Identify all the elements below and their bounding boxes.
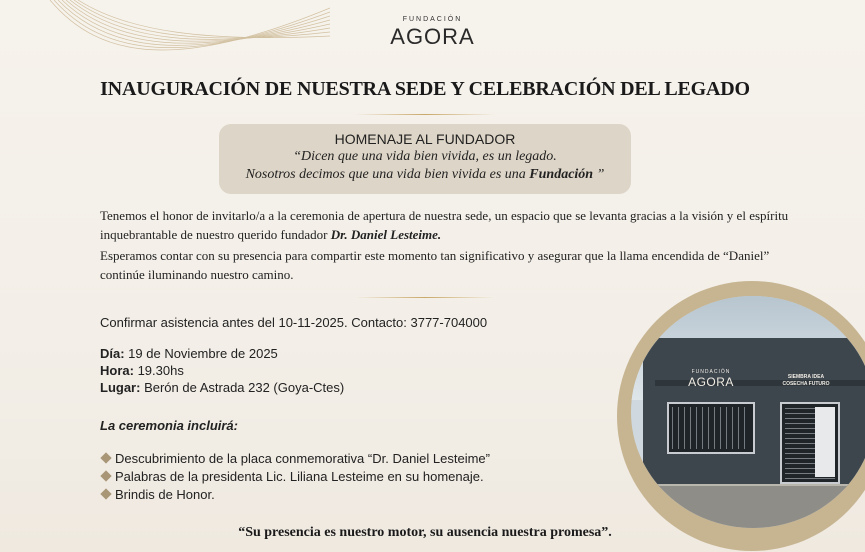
invitation-paragraph: [100, 206, 790, 244]
facade-slogan-line2: COSECHA FUTURO: [782, 381, 830, 387]
logo-small-text: FUNDACIÓN: [402, 16, 463, 23]
homage-quote-bold: Fundación: [529, 167, 594, 182]
time-value: 19.30hs: [133, 363, 184, 378]
hope-paragraph: Esperamos contar con su presencia para compartir este momento tan significativo y asegurar que la llama encendida de “Daniel” continúe iluminando nuestro camino.: [100, 248, 770, 282]
place-value: Berón de Astrada 232 (Goya-Ctes): [140, 380, 345, 395]
footer-quote: “Su presencia es nuestro motor, su ausencia nuestra promesa”.: [238, 525, 612, 540]
facade-door: [780, 402, 840, 484]
detail-place: [100, 380, 344, 395]
logo-big-text: AGORA: [390, 24, 475, 49]
detail-day: [100, 346, 278, 361]
day-label: Día:: [100, 346, 125, 361]
homage-quote-pre: Nosotros decimos que una vida bien vivida es una: [245, 167, 530, 182]
homage-box: [219, 124, 631, 194]
homage-quote-post: ”: [593, 167, 605, 182]
homage-quote-line2: [219, 167, 631, 183]
bullet-text: Palabras de la presidenta Lic. Liliana Lesteime en su homenaje.: [115, 469, 484, 484]
page-title: INAUGURACIÓN DE NUESTRA SEDE Y CELEBRACIÓN DEL LEGADO: [100, 78, 750, 100]
diamond-bullet-icon: [100, 470, 111, 481]
homage-title: HOMENAJE AL FUNDADOR: [334, 131, 516, 147]
homage-quote-line1: “Dicen que una vida bien vivida, es un legado.: [293, 149, 557, 164]
ceremony-heading: La ceremonia incluirá:: [100, 418, 238, 433]
invitation-text: Tenemos el honor de invitarlo/a a la ceremonia de apertura de nuestra sede, un espacio que se levanta gracias a la visión y el espíritu inquebrantable de nuestro querido fundador: [100, 208, 789, 242]
facade-slogan: [776, 374, 836, 388]
list-item: [100, 487, 215, 502]
rsvp-text: Confirmar asistencia antes del 10-11-2025. Contacto: 3777-704000: [100, 315, 488, 330]
facade-sign-big: AGORA: [688, 375, 734, 389]
day-value: 19 de Noviembre de 2025: [124, 346, 278, 361]
diamond-bullet-icon: [100, 488, 111, 499]
bullet-text: Descubrimiento de la placa conmemorativa “Dr. Daniel Lesteime”: [115, 451, 490, 466]
bullet-text: Brindis de Honor.: [115, 487, 215, 502]
foundation-logo: [0, 16, 865, 50]
photo-street: [631, 486, 865, 528]
founder-name: Dr. Daniel Lesteime.: [330, 227, 442, 242]
facade-slogan-line1: SIEMBRA IDEA: [787, 374, 825, 380]
divider-top: [355, 114, 495, 115]
divider-middle: [355, 297, 495, 298]
detail-time: [100, 363, 184, 378]
time-label: Hora:: [100, 363, 134, 378]
list-item: [100, 469, 484, 484]
diamond-bullet-icon: [100, 452, 111, 463]
list-item: [100, 451, 490, 466]
facade-sign-small: FUNDACIÓN: [691, 369, 731, 375]
place-label: Lugar:: [100, 380, 141, 395]
facade-sign-logo: [681, 369, 741, 389]
building-photo: [631, 296, 865, 528]
facade-window: [667, 402, 755, 454]
